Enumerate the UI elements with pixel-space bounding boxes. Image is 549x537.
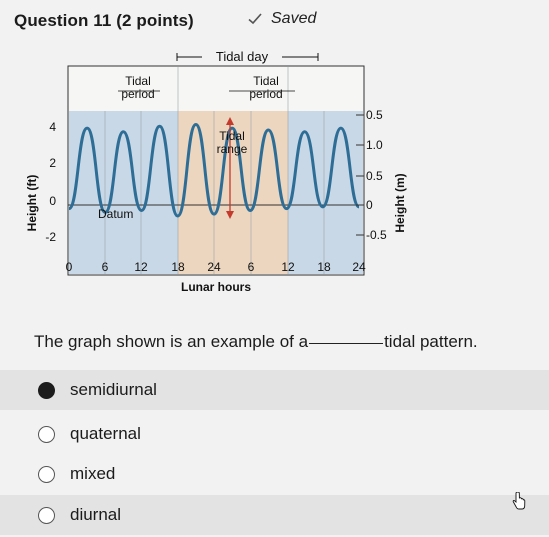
svg-text:0: 0 [49,194,56,208]
radio-semidiurnal[interactable] [38,382,55,399]
right-axis-label: Height (m) [393,173,407,233]
svg-text:2: 2 [49,156,56,170]
option-label: semidiurnal [70,380,157,399]
svg-text:12: 12 [281,260,295,274]
option-diurnal[interactable] [0,495,549,535]
svg-text:1.0: 1.0 [366,138,383,152]
question-title: Question 11 (2 points) [14,11,194,30]
svg-text:range: range [216,142,248,156]
svg-text:6: 6 [101,260,109,274]
svg-text:24: 24 [352,260,366,274]
left-y-ticks [45,120,56,244]
datum-label: Datum [98,207,134,221]
svg-text:0: 0 [366,198,373,212]
svg-text:Tidal: Tidal [219,129,245,143]
svg-text:Tidal: Tidal [125,74,151,88]
tidal-day-label: Tidal day [215,49,269,64]
svg-text:12: 12 [134,260,148,274]
x-axis-label: Lunar hours [180,280,252,294]
svg-text:0: 0 [65,260,73,274]
radio-mixed[interactable] [38,466,55,483]
svg-text:0.5: 0.5 [366,108,383,122]
saved-label: Saved [271,10,317,27]
question-prompt [34,332,478,352]
svg-text:period: period [249,87,283,101]
svg-text:0.5: 0.5 [366,169,383,183]
svg-text:24: 24 [207,260,221,274]
left-axis-label: Height (ft) [25,174,39,232]
option-label: diurnal [70,505,122,524]
svg-text:18: 18 [171,260,185,274]
option-mixed[interactable] [0,454,549,494]
option-semidiurnal[interactable] [0,370,549,410]
answer-blank [309,343,383,344]
question-header [14,6,194,36]
checkmark-icon [247,12,263,26]
svg-text:6: 6 [247,260,255,274]
saved-status [247,10,316,28]
svg-text:18: 18 [317,260,331,274]
svg-text:period: period [121,87,155,101]
option-label: quaternal [70,424,141,443]
prompt-after: tidal pattern. [384,332,478,351]
hand-pointer-icon [512,492,526,510]
tide-graph [20,45,420,305]
band-blue-left [69,111,178,274]
svg-text:Tidal: Tidal [253,74,279,88]
radio-diurnal[interactable] [38,507,55,524]
svg-text:-2: -2 [45,230,56,244]
tide-graph-figure [20,45,420,305]
radio-quaternal[interactable] [38,426,55,443]
svg-text:-0.5: -0.5 [366,228,387,242]
tidal-day-bracket [177,48,318,64]
svg-text:4: 4 [49,120,56,134]
prompt-before: The graph shown is an example of a [34,332,309,351]
option-quaternal[interactable] [0,414,549,454]
option-label: mixed [70,464,116,483]
